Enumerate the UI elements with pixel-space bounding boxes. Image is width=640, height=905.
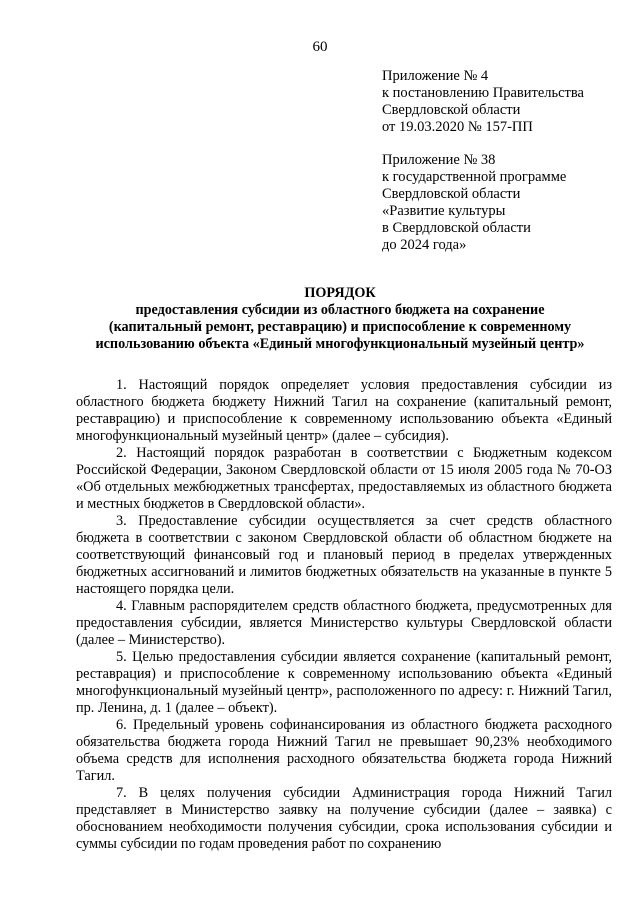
appendix-line: в Свердловской области: [382, 220, 531, 236]
appendix-line: от 19.03.2020 № 157-ПП: [382, 119, 533, 135]
paragraph-2: 2. Настоящий порядок разработан в соответствии с Бюджетным кодексом Российской Федерации, Законом Свердловской области от 15 июля 2005 года № 70-ОЗ «Об отдельных межбюджетных трансфертах, предоставляемых из областного бюджета и местных бюджетов в Свердловской области».: [76, 445, 612, 512]
appendix-line: Свердловской области: [382, 102, 521, 118]
paragraph-6: 6. Предельный уровень софинансирования из областного бюджета расходного обязательства бюджета города Нижний Тагил не превышает 90,23% необходимого объема средств для исполнения расходного обязательства бюджета города Нижний Тагил.: [76, 717, 612, 784]
document-title: [60, 285, 620, 353]
appendix-line: «Развитие культуры: [382, 203, 506, 219]
paragraph-3: 3. Предоставление субсидии осуществляется за счет средств областного бюджета в соответствии с законом Свердловской области об областном бюджете на соответствующий финансовый год и плановый период в пределах утвержденных бюджетных ассигнований и лимитов бюджетных обязательств на указанные в пункте 5 настоящего порядка цели.: [76, 513, 612, 597]
title-heading: ПОРЯДОК: [304, 285, 376, 301]
appendix-line: до 2024 года»: [382, 237, 467, 253]
appendix-reference-resolution: [382, 68, 632, 136]
title-subtitle-line: использованию объекта «Единый многофункциональный музейный центр»: [95, 336, 585, 352]
paragraph-5: 5. Целью предоставления субсидии является сохранение (капитальный ремонт, реставрация) и приспособление к современному использованию объекта «Единый многофункциональный музейный центр», расположенного по адресу: г. Нижний Тагил, пр. Ленина, д. 1 (далее – объект).: [76, 649, 612, 716]
appendix-line: Свердловской области: [382, 186, 521, 202]
title-subtitle-line: предоставления субсидии из областного бюджета на сохранение: [135, 302, 545, 318]
appendix-reference-program: [382, 152, 632, 254]
document-body: [76, 377, 612, 853]
page-number: 60: [312, 39, 328, 55]
appendix-line: Приложение № 4: [382, 68, 489, 84]
appendix-line: к государственной программе: [382, 169, 567, 185]
paragraph-7: 7. В целях получения субсидии Администрация города Нижний Тагил представляет в Министерство заявку на получение субсидии (далее – заявка) с обоснованием необходимости получения субсидии, срока использования субсидии и суммы субсидии по годам проведения работ по сохранению: [76, 785, 612, 852]
paragraph-1: 1. Настоящий порядок определяет условия предоставления субсидии из областного бюджета бюджету Нижний Тагил на сохранение (капитальный ремонт, реставрацию) и приспособление к современному использованию объекта «Единый многофункциональный музейный центр» (далее – субсидия).: [76, 377, 612, 444]
appendix-line: к постановлению Правительства: [382, 85, 584, 101]
paragraph-4: 4. Главным распорядителем средств областного бюджета, предусмотренных для предоставления субсидии, является Министерство культуры Свердловской области (далее – Министерство).: [76, 598, 612, 648]
title-subtitle-line: (капитальный ремонт, реставрацию) и приспособление к современному: [108, 319, 572, 335]
appendix-line: Приложение № 38: [382, 152, 496, 168]
